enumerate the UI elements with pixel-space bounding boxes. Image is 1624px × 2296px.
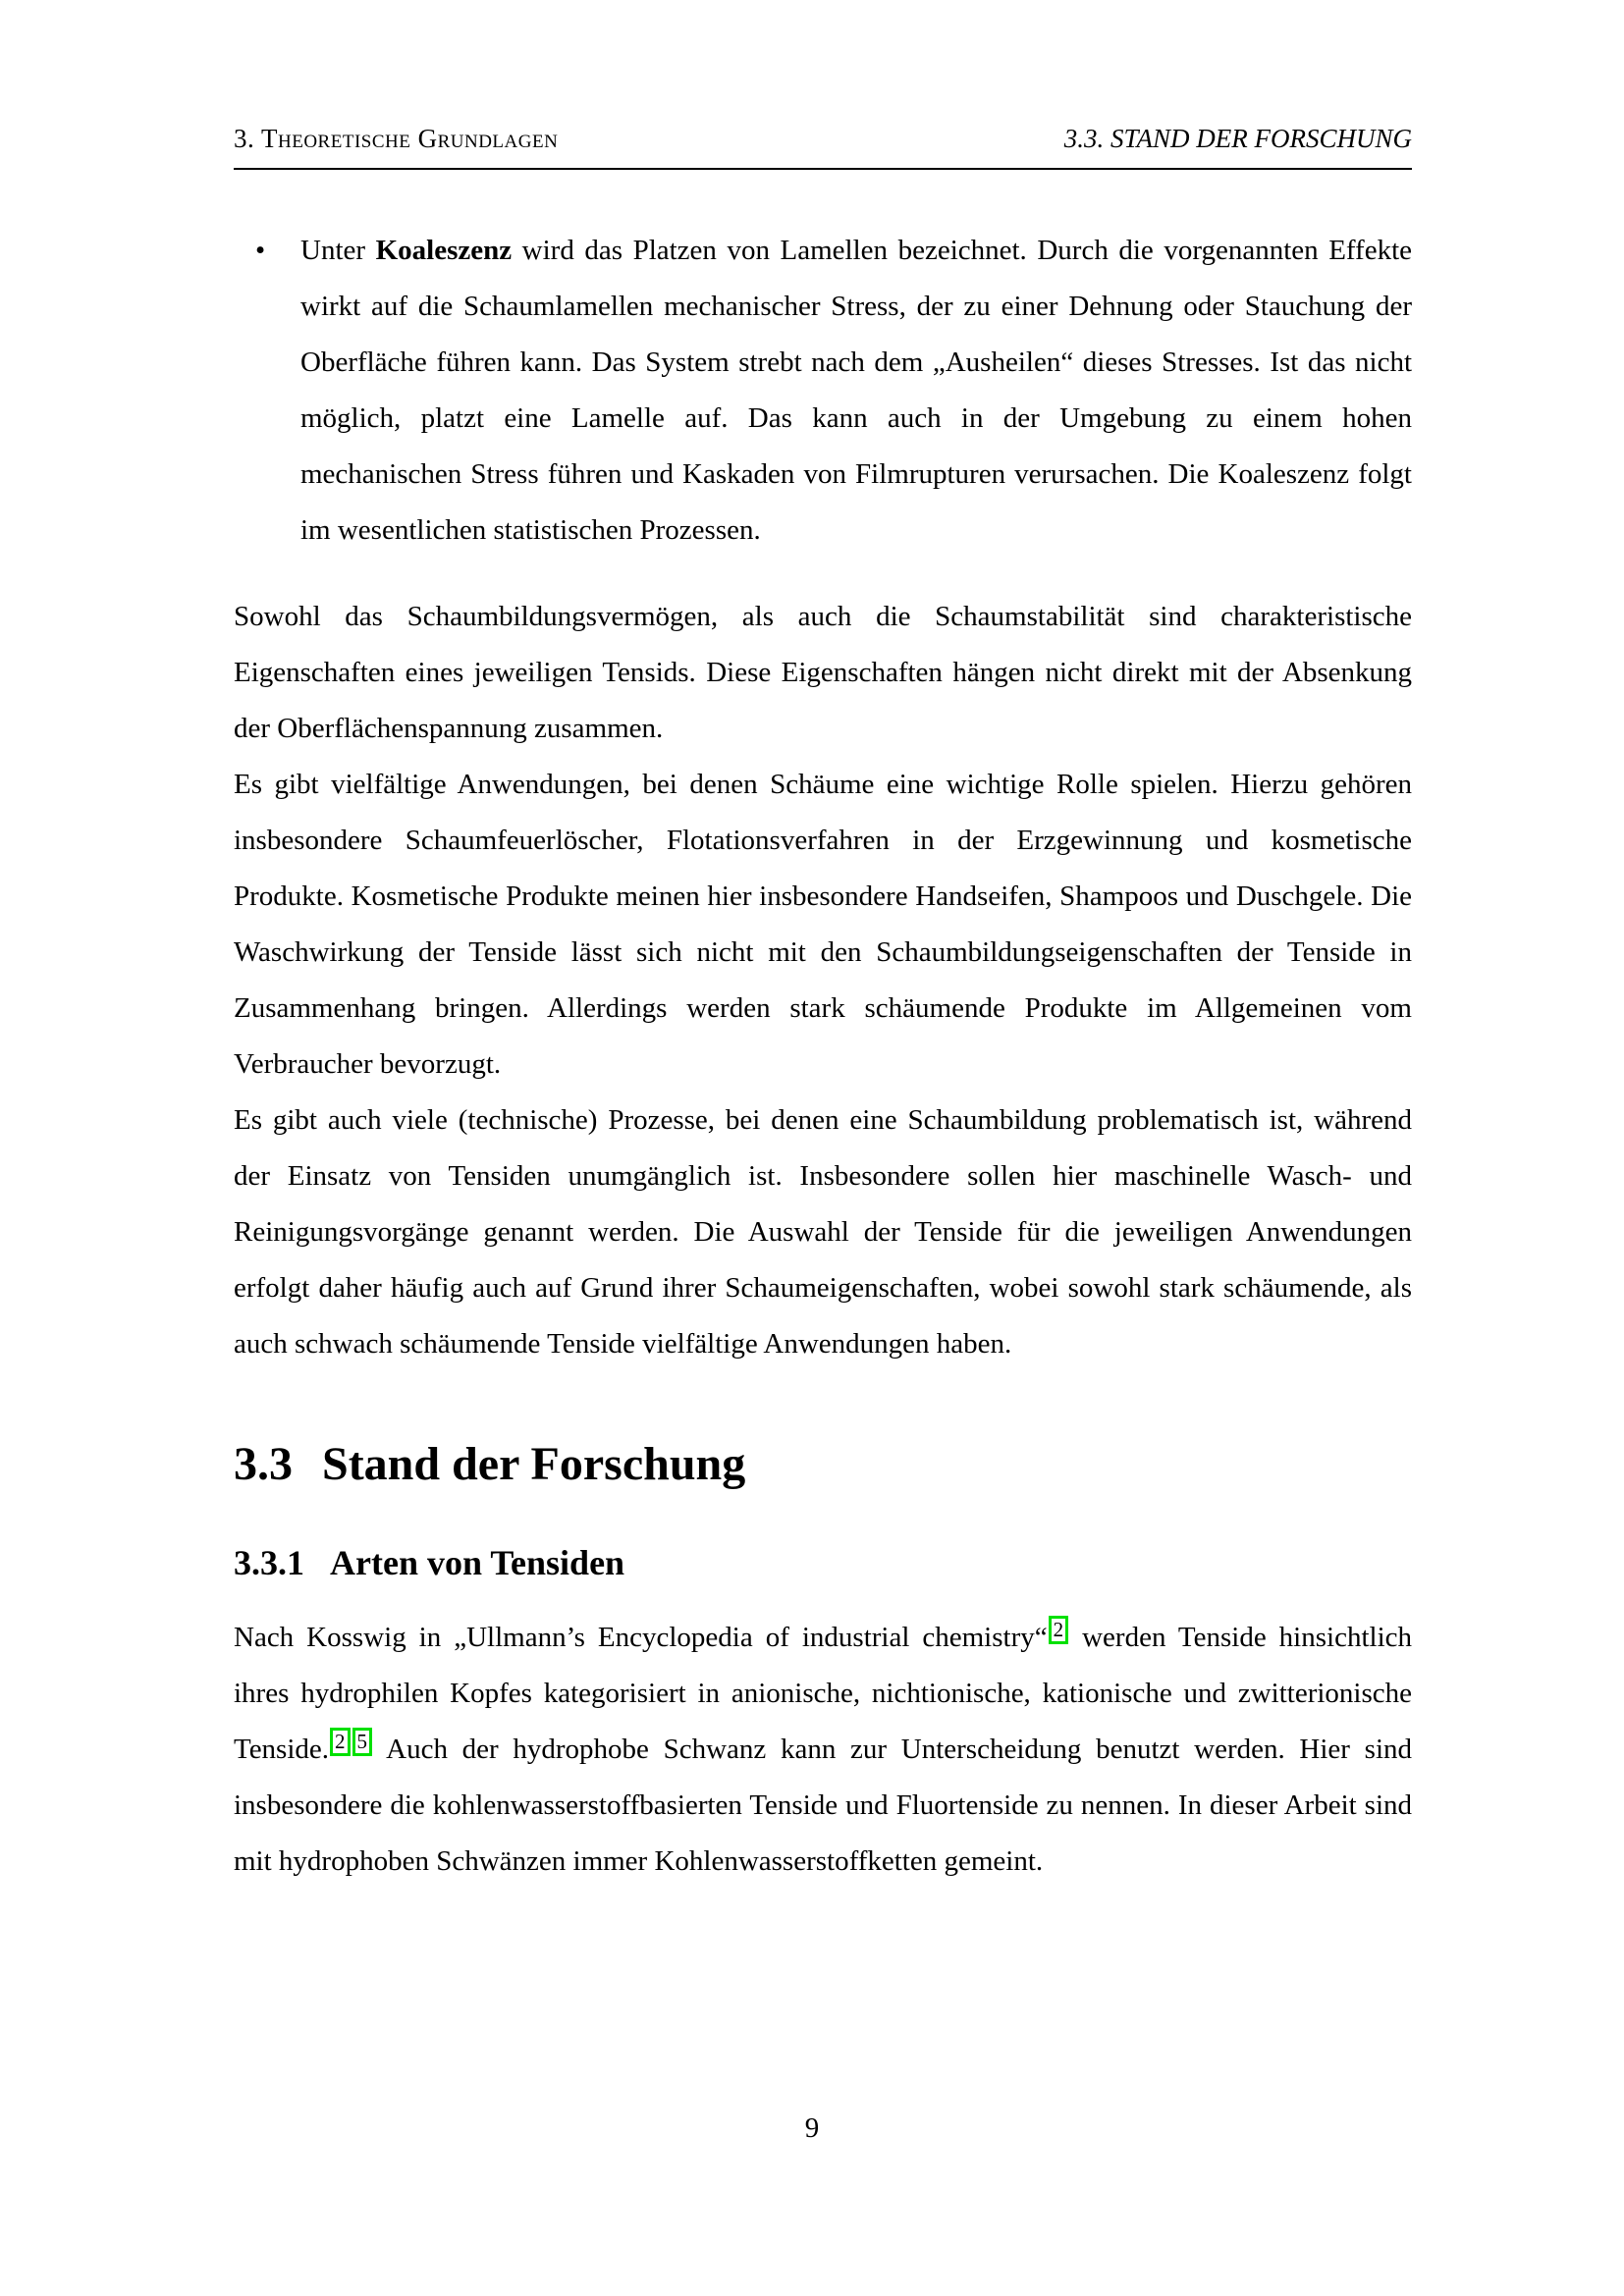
paragraph-surfactant-types xyxy=(234,1610,1412,1890)
section-heading xyxy=(234,1437,1412,1492)
research-text-3: Auch der hydrophobe Schwanz kann zur Unterscheidung benutzt werden. Hier sind insbesondere die kohlenwasserstoffbasierten Tenside und Fluortenside zu nennen. In dieser Arbeit sind mit hydrophoben Schwänzen immer Kohlenwasserstoffketten gemeint. xyxy=(234,1734,1412,1877)
header-section-title: 3.3. STAND DER FORSCHUNG xyxy=(1063,124,1412,153)
paragraph-technical-processes: Es gibt auch viele (technische) Prozesse, bei denen eine Schaumbildung problematisch ist, während der Einsatz von Tensiden unumgänglich ist. Insbesondere sollen hier maschinelle Wasch- und Reinigungsvorgänge genannt werden. Die Auswahl der Tenside für die jeweiligen Anwendungen erfolgt daher häufig auch auf Grund ihrer Schaumeigenschaften, wobei sowohl stark schäumende, als auch schwach schäumende Tenside vielfältige Anwendungen haben. xyxy=(234,1104,1412,1360)
research-text-1: Nach Kosswig in „Ullmann’s Encyclopedia of industrial chemistry“ xyxy=(234,1622,1048,1653)
page-number: 9 xyxy=(804,2112,820,2144)
paragraph-foam-properties: Sowohl das Schaumbildungsvermögen, als auch die Schaumstabilität sind charakteristische Eigenschaften eines jeweiligen Tensids. Diese Eigenschaften hängen nicht direkt mit der Absenkung der Oberflächenspannung zusammen. xyxy=(234,601,1412,744)
research-text-2: werden Tenside hinsichtlich ihres hydrophilen Kopfes kategorisiert in anionische, nichtionische, kationische und zwitterionische Tenside. xyxy=(234,1622,1412,1765)
bullet-item-text xyxy=(300,223,1412,559)
subsection-heading xyxy=(234,1541,1412,1584)
citation-link-2[interactable]: 2 xyxy=(1049,1616,1069,1644)
text-block xyxy=(234,124,1412,1890)
bullet-icon: • xyxy=(255,235,266,266)
section-number: 3.3 xyxy=(234,1438,293,1490)
subsection-title: Arten von Tensiden xyxy=(330,1543,625,1582)
section-title: Stand der Forschung xyxy=(322,1438,746,1490)
bullet-lead-text: Unter xyxy=(300,235,376,266)
bullet-rest-text: wird das Platzen von Lamellen bezeichnet. Durch die vorgenannten Effekte wirkt auf die Schaumlamellen mechanischer Stress, der zu einer Dehnung oder Stauchung der Oberfläche führen kann. Das System strebt nach dem „Ausheilen“ dieses Stresses. Ist das nicht möglich, platzt eine Lamelle auf. Das kann auch in der Umgebung zu einem hohen mechanischen Stress führen und Kaskaden von Filmrupturen verursachen. Die Koaleszenz folgt im wesentlichen statistischen Prozessen. xyxy=(300,235,1413,546)
list-item xyxy=(234,223,1412,559)
koaleszenz-term: Koaleszenz xyxy=(375,235,513,266)
paragraph-applications: Es gibt vielfältige Anwendungen, bei denen Schäume eine wichtige Rolle spielen. Hierzu gehören insbesondere Schaumfeuerlöscher, Flotationsverfahren in der Erzgewinnung und kosmetische Produkte. Kosmetische Produkte meinen hier insbesondere Handseifen, Shampoos und Duschgele. Die Waschwirkung der Tenside lässt sich nicht mit den Schaumbildungseigenschaften der Tenside in Zusammenhang bringen. Allerdings werden stark schäumende Produkte im Allgemeinen vom Verbraucher bevorzugt. xyxy=(234,769,1412,1080)
bullet-list xyxy=(234,223,1412,559)
header-chapter-title: 3. Theoretische Grundlagen xyxy=(234,124,559,153)
citation-link-5[interactable]: 5 xyxy=(352,1728,373,1756)
subsection-number: 3.3.1 xyxy=(234,1543,304,1582)
citation-link-2b[interactable]: 2 xyxy=(330,1728,351,1756)
running-header xyxy=(234,124,1412,170)
